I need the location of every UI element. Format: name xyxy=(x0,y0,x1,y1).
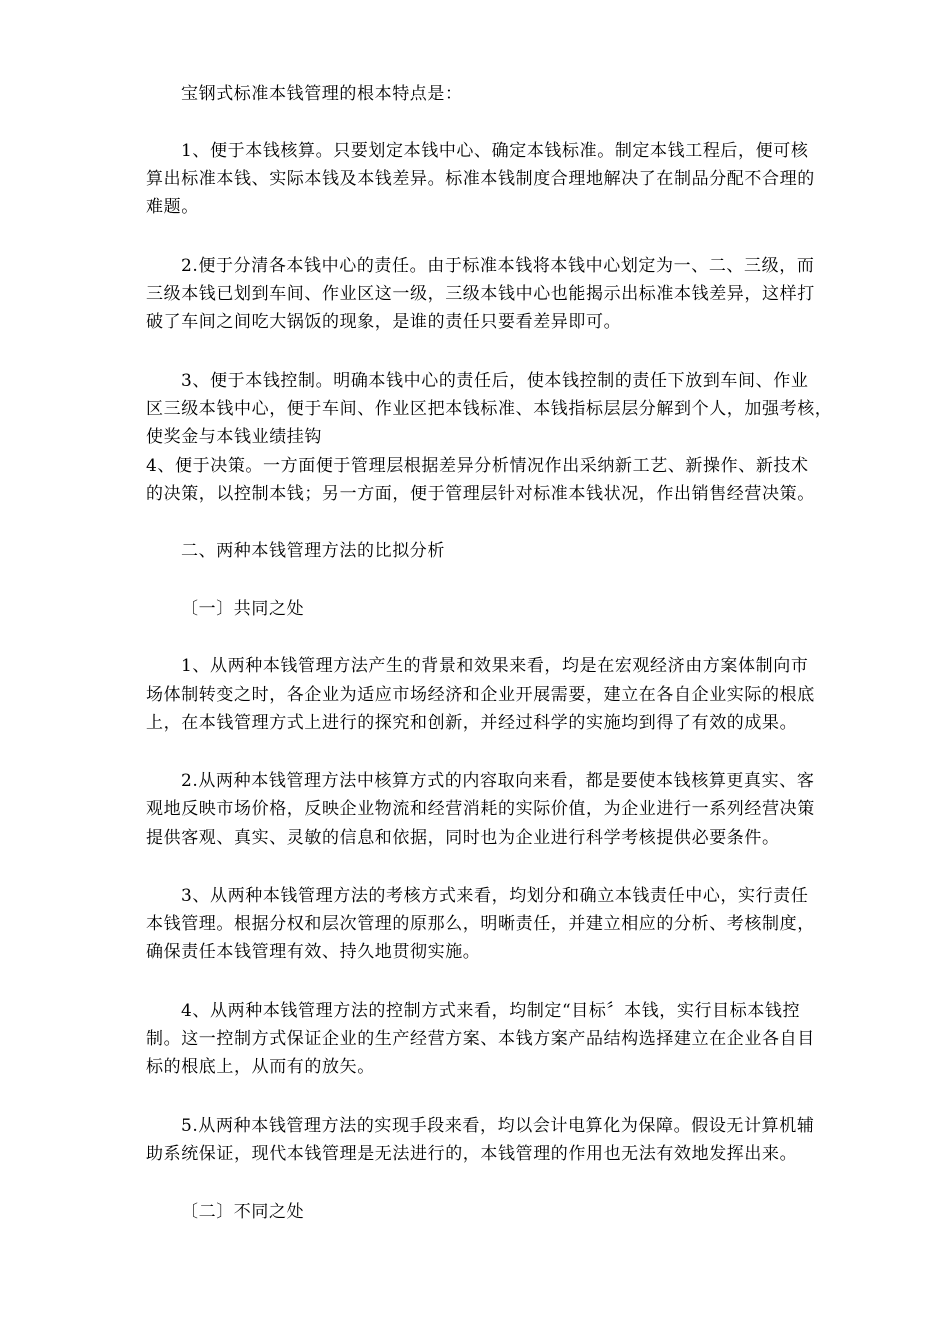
paragraph-line: 区三级本钱中心，便于车间、作业区把本钱标准、本钱指标层层分解到个人，加强考核， xyxy=(146,399,833,419)
paragraph-line: 三级本钱已划到车间、作业区这一级，三级本钱中心也能揭示出标准本钱差异，这样打 xyxy=(146,284,815,304)
intro-heading: 宝钢式标准本钱管理的根本特点是： xyxy=(181,84,463,104)
paragraph-line: 3、便于本钱控制。明确本钱中心的责任后，使本钱控制的责任下放到车间、作业 xyxy=(181,371,809,391)
paragraph-line: 制。这一控制方式保证企业的生产经营方案、本钱方案产品结构选择建立在企业各自目 xyxy=(146,1029,815,1049)
paragraph-line: 3、从两种本钱管理方法的考核方式来看，均划分和确立本钱责任中心，实行责任 xyxy=(181,886,809,906)
paragraph-line: 上，在本钱管理方式上进行的探究和创新，并经过科学的实施均到得了有效的成果。 xyxy=(146,713,798,733)
paragraph-line: 提供客观、真实、灵敏的信息和依据，同时也为企业进行科学考核提供必要条件。 xyxy=(146,828,780,848)
paragraph-line: 5.从两种本钱管理方法的实现手段来看，均以会计电算化为保障。假设无计算机辅 xyxy=(181,1116,815,1136)
subsection-heading: 〔一〕共同之处 xyxy=(181,599,305,619)
paragraph-line: 1、便于本钱核算。只要划定本钱中心、确定本钱标准。制定本钱工程后，便可核 xyxy=(181,141,809,161)
paragraph-line: 的决策，以控制本钱；另一方面，便于管理层针对标准本钱状况，作出销售经营决策。 xyxy=(146,484,815,504)
paragraph-line: 场体制转变之时，各企业为适应市场经济和企业开展需要，建立在各自企业实际的根底 xyxy=(146,685,815,705)
paragraph-line: 算出标准本钱、实际本钱及本钱差异。标准本钱制度合理地解决了在制品分配不合理的 xyxy=(146,169,815,189)
paragraph-line: 破了车间之间吃大锅饭的现象，是谁的责任只要看差异即可。 xyxy=(146,312,622,332)
paragraph-line: 观地反映市场价格，反映企业物流和经营消耗的实际价值，为企业进行一系列经营决策 xyxy=(146,799,815,819)
paragraph-line: 2.从两种本钱管理方法中核算方式的内容取向来看，都是要使本钱核算更真实、客 xyxy=(181,771,815,791)
paragraph-line: 助系统保证，现代本钱管理是无法进行的，本钱管理的作用也无法有效地发挥出来。 xyxy=(146,1144,798,1164)
paragraph-line: 4、便于决策。一方面便于管理层根据差异分析情况作出采纳新工艺、新操作、新技术 xyxy=(146,456,809,476)
paragraph-line: 本钱管理。根据分权和层次管理的原那么，明晰责任，并建立相应的分析、考核制度， xyxy=(146,914,815,934)
paragraph-line: 1、从两种本钱管理方法产生的背景和效果来看，均是在宏观经济由方案体制向市 xyxy=(181,656,809,676)
paragraph-line: 确保责任本钱管理有效、持久地贯彻实施。 xyxy=(146,942,481,962)
subsection-heading: 〔二〕不同之处 xyxy=(181,1202,305,1222)
section-heading: 二、两种本钱管理方法的比拟分析 xyxy=(181,541,445,561)
paragraph-line: 标的根底上，从而有的放矢。 xyxy=(146,1057,375,1077)
paragraph-line: 使奖金与本钱业绩挂钩 xyxy=(146,427,322,447)
paragraph-line: 4、从两种本钱管理方法的控制方式来看，均制定“目标〞本钱，实行目标本钱控 xyxy=(181,1001,801,1021)
paragraph-line: 难题。 xyxy=(146,197,199,217)
paragraph-line: 2.便于分清各本钱中心的责任。由于标准本钱将本钱中心划定为一、二、三级，而 xyxy=(181,256,815,276)
